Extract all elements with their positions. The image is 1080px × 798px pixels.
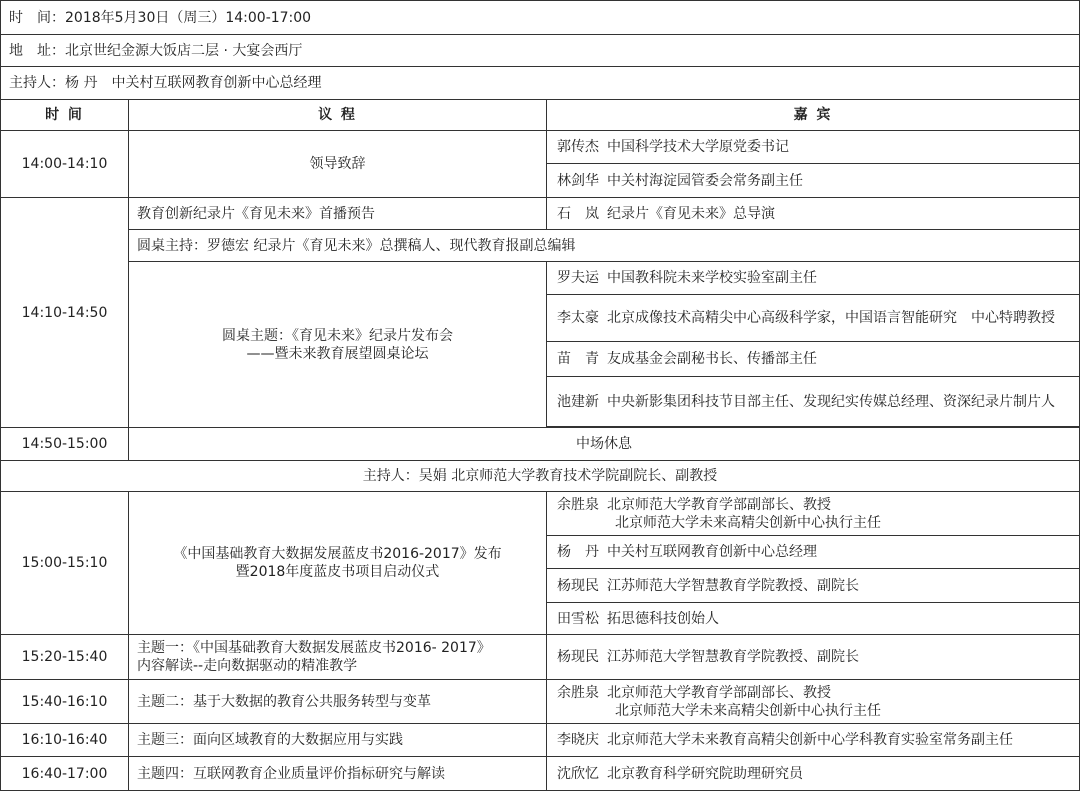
session-agenda [129,492,547,635]
guest-name: 池建新 [557,393,599,410]
info-host [1,67,1080,100]
guest-title: 中关村海淀园管委会常务副主任 [607,172,803,189]
table-row [1,635,1080,680]
table-row [1,724,1080,757]
guest-title: 纪录片《育见未来》总导演 [607,205,775,222]
guest-title: 中国教科院未来学校实验室副主任 [607,270,817,286]
table-row [1,428,1080,461]
table-row [1,198,1080,230]
session-time: 15:20-15:40 [1,635,129,680]
info-host-value: 杨 丹 中关村互联网教育创新中心总经理 [65,75,322,91]
guest-name: 林剑华 [557,172,599,189]
roundtable-theme: 圆桌主题：《育见未来》纪录片发布会 [222,327,453,344]
guest-cell [547,569,1080,603]
info-place [1,35,1080,67]
topic1-title: 主题一：《中国基础教育大数据发展蓝皮书2016- 2017》 [137,640,491,656]
session-agenda: 主题四：互联网教育企业质量评价指标研究与解读 [129,757,547,791]
guest-cell [547,603,1080,635]
info-place-label: 地 址： [9,42,65,59]
topic1-subtitle: 内容解读--走向数据驱动的精准教学 [137,658,358,674]
header-time: 时 间 [1,100,129,131]
header-guests: 嘉 宾 [547,100,1080,131]
second-host: 主持人：吴娟 北京师范大学教育技术学院副院长、副教授 [1,461,1080,492]
header-agenda: 议 程 [129,100,547,131]
guest-title: 江苏师范大学智慧教育学院教授、副院长 [607,577,859,594]
session-time: 16:10-16:40 [1,724,129,757]
guest-cell [547,342,1080,377]
session-time: 15:00-15:10 [1,492,129,635]
guest-title-2: 北京师范大学未来高精尖创新中心执行主任 [615,514,881,531]
session-time: 15:40-16:10 [1,680,129,724]
guest-title: 拓思德科技创始人 [607,610,719,627]
session-agenda: 主题二：基于大数据的教育公共服务转型与变革 [129,680,547,724]
session-time: 14:50-15:00 [1,428,129,461]
guest-cell [547,198,1080,230]
guest-name: 李晓庆 [557,732,599,748]
session-time: 16:40-17:00 [1,757,129,791]
guest-name: 罗夫运 [557,270,599,286]
table-row [1,461,1080,492]
guest-cell [547,131,1080,164]
guest-title: 北京师范大学教育学部副部长、教授 [607,684,831,701]
guest-name: 石 岚 [557,205,599,222]
guest-cell [547,680,1080,724]
session-time: 14:00-14:10 [1,131,129,198]
roundtable-moderator: 圆桌主持：罗德宏 纪录片《育见未来》总撰稿人、现代教育报副总编辑 [129,230,1080,262]
session-agenda [129,635,547,680]
guest-cell [547,635,1080,680]
guest-title: 北京师范大学教育学部副部长、教授 [607,496,831,513]
guest-name: 田雪松 [557,610,599,627]
guest-name: 郭传杰 [557,139,599,155]
guest-cell [547,724,1080,757]
guest-name: 沈欣忆 [557,765,599,782]
info-time-label: 时 间： [9,9,65,26]
guest-cell [547,536,1080,569]
guest-title-2: 北京师范大学未来高精尖创新中心执行主任 [615,702,881,719]
session-agenda: 主题三：面向区域教育的大数据应用与实践 [129,724,547,757]
guest-cell [547,295,1080,342]
info-place-value: 北京世纪金源大饭店二层 · 大宴会西厅 [65,42,303,59]
guest-name: 余胜泉 [557,684,599,701]
guest-title: 中央新影集团科技节目部主任、发现纪实传媒总经理、资深纪录片制片人 [607,393,1055,410]
column-header-row [1,100,1080,131]
guest-title: 北京教育科学研究院助理研究员 [607,765,803,782]
guest-cell [547,757,1080,791]
bluebook-launch: 暨2018年度蓝皮书项目启动仪式 [235,564,440,580]
guest-name: 杨 丹 [557,544,599,560]
guest-name: 苗 青 [557,351,599,367]
table-row [1,757,1080,791]
break-label: 中场休息 [129,428,1080,461]
guest-title: 中关村互联网教育创新中心总经理 [607,544,817,560]
bluebook-release: 《中国基础教育大数据发展蓝皮书2016-2017》发布 [173,546,502,562]
session-agenda: 领导致辞 [129,131,547,198]
guest-name: 李太豪 [557,310,599,326]
guest-title: 江苏师范大学智慧教育学院教授、副院长 [607,649,859,665]
guest-cell [547,377,1080,427]
guest-cell [547,492,1080,536]
guest-cell [547,262,1080,295]
info-time-value: 2018年5月30日（周三）14:00-17:00 [65,9,312,26]
session-time: 14:10-14:50 [1,198,129,428]
session-agenda: 教育创新纪录片《育见未来》首播预告 [129,198,547,230]
table-row [1,230,1080,262]
guest-title: 友成基金会副秘书长、传播部主任 [607,351,817,367]
guest-title: 北京成像技术高精尖中心高级科学家，中国语言智能研究 中心特聘教授 [607,310,1055,326]
table-row [1,262,1080,295]
info-time [1,1,1080,35]
guest-cell [547,164,1080,198]
guest-title: 北京师范大学未来教育高精尖创新中心学科教育实验室常务副主任 [607,732,1013,748]
info-row-place [1,35,1080,67]
table-row [1,680,1080,724]
guest-name: 余胜泉 [557,496,599,513]
roundtable-subtitle: ——暨未来教育展望圆桌论坛 [246,345,429,362]
table-row [1,131,1080,164]
guest-name: 杨现民 [557,649,599,665]
session-agenda [129,262,547,428]
info-row-host [1,67,1080,100]
info-host-label: 主持人： [9,75,65,91]
info-row-time [1,1,1080,35]
table-row [1,492,1080,536]
guest-title: 中国科学技术大学原党委书记 [607,139,789,155]
guest-name: 杨现民 [557,577,599,594]
